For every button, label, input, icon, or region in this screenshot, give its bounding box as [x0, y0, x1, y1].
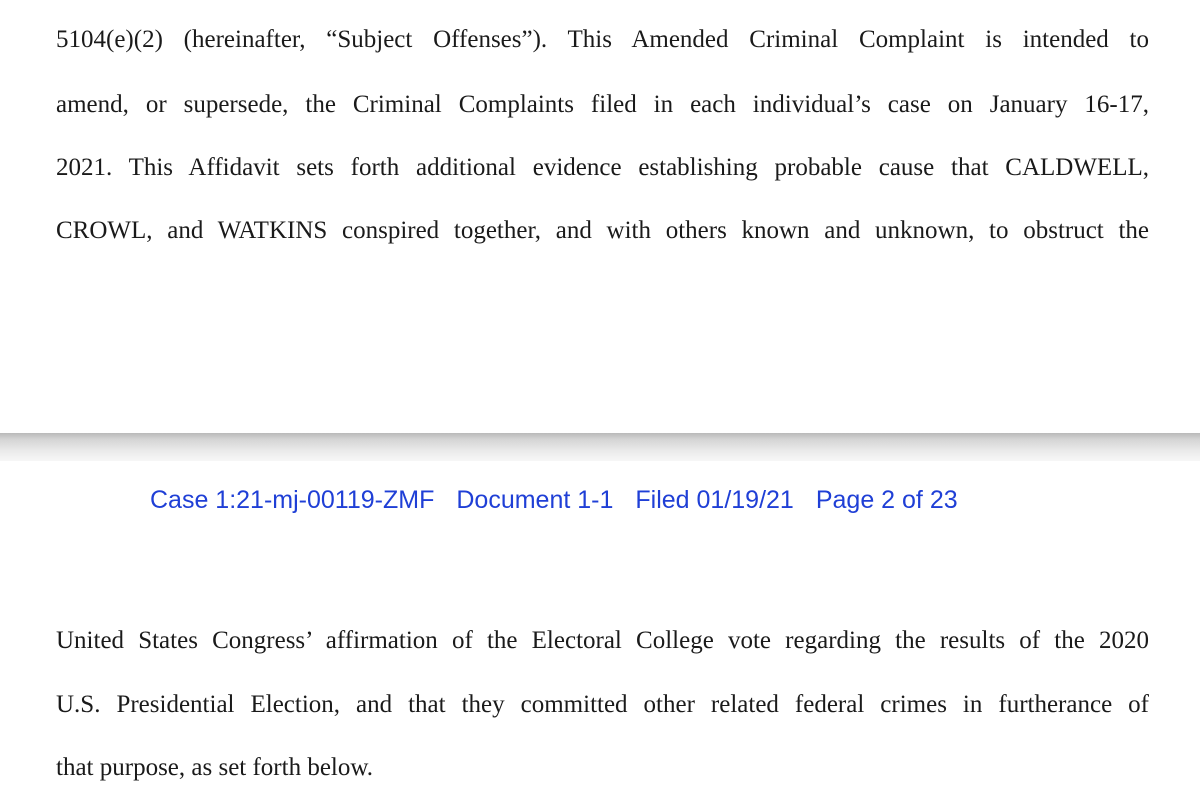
paragraph-line: amend, or supersede, the Criminal Complaints filed in each individual’s case on January 16-17, — [56, 91, 1149, 118]
case-number: Case 1:21-mj-00119-ZMF — [150, 486, 435, 514]
document-number: Document 1-1 — [456, 486, 614, 514]
page-number: Page 2 of 23 — [815, 486, 958, 514]
paragraph-line: that purpose, as set forth below. — [56, 754, 374, 781]
paragraph-line: 5104(e)(2) (hereinafter, “Subject Offenses”). This Amended Criminal Complaint is intended to — [56, 26, 1149, 53]
paragraph-line: United States Congress’ affirmation of the Electoral College vote regarding the results of the 2020 — [56, 627, 1149, 654]
page-separator — [0, 433, 1200, 461]
case-header — [150, 484, 958, 516]
paragraph-line: CROWL, and WATKINS conspired together, and with others known and unknown, to obstruct the — [56, 217, 1149, 244]
filed-date: Filed 01/19/21 — [635, 486, 794, 514]
paragraph-line: U.S. Presidential Election, and that they committed other related federal crimes in furtherance of — [56, 691, 1149, 718]
paragraph-line: 2021. This Affidavit sets forth additional evidence establishing probable cause that CALDWELL, — [56, 154, 1149, 181]
